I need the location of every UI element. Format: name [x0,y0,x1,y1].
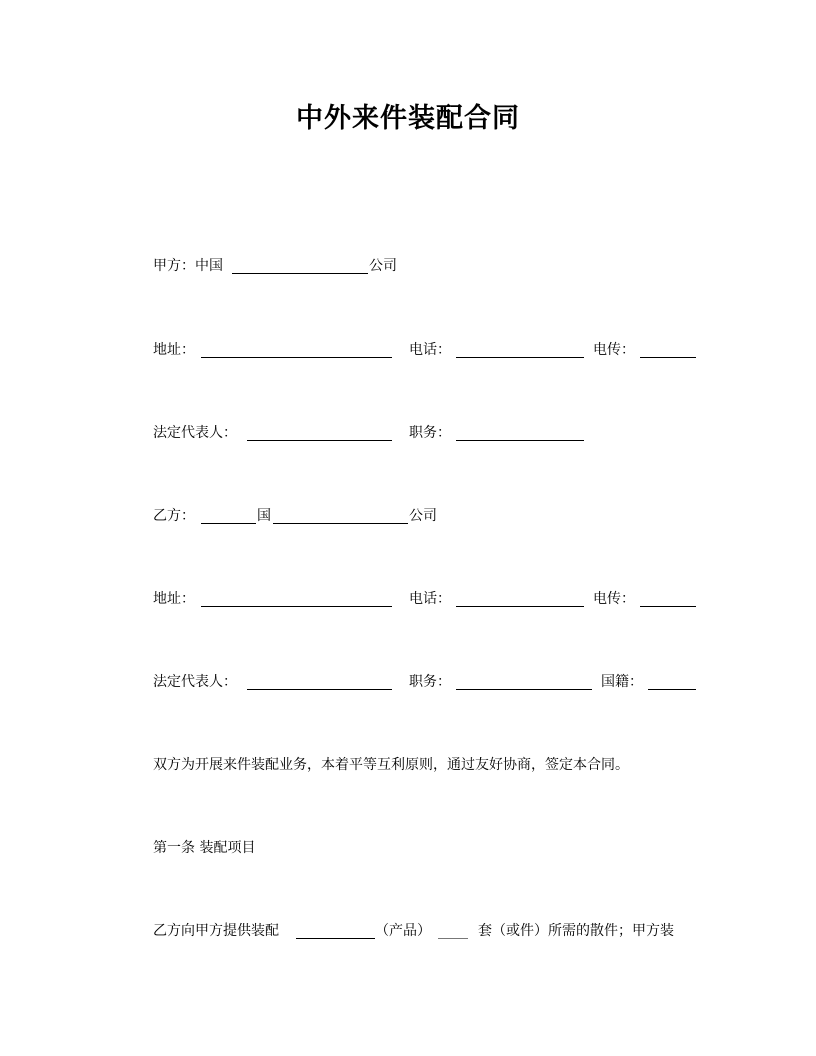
party-b-rep-label: 法定代表人： [153,674,237,690]
party-b-nationality-label: 国籍： [601,674,643,690]
party-b-country: 国 [257,508,271,524]
article-1-text-line [153,921,698,941]
party-a-label: 甲方：中国 [153,258,223,274]
article-1-text-part-3: 套（或件）所需的散件；甲方装 [478,923,674,939]
party-a-phone-blank [456,357,584,358]
party-b-position-label: 职务： [409,674,451,690]
party-a-address-label: 地址： [153,342,195,358]
party-b-fax-label: 电传： [593,591,635,607]
party-a-address-line [153,340,698,360]
party-a-rep-line [153,423,698,443]
party-b-fax-blank [640,606,696,607]
party-a-rep-blank [247,440,392,441]
party-b-company-blank [273,523,408,524]
party-b-phone-label: 电话： [409,591,451,607]
party-b-address-line [153,589,698,609]
party-a-fax-blank [640,357,696,358]
quantity-blank [438,938,468,939]
party-b-line [153,506,698,526]
preamble: 双方为开展来件装配业务，本着平等互利原则，通过友好协商，签定本合同。 [153,757,629,773]
party-b-phone-blank [456,606,584,607]
party-b-rep-line [153,672,698,692]
party-a-suffix: 公司 [369,258,397,274]
party-b-country-blank [201,523,256,524]
party-a-rep-label: 法定代表人： [153,425,237,441]
article-1-text-part-2: （产品） [375,923,431,939]
article-1-text-part-1: 乙方向甲方提供装配 [153,923,279,939]
product-name-blank [296,938,375,939]
party-b-nationality-blank [648,689,696,690]
party-a-address-blank [201,357,392,358]
party-a-phone-label: 电话： [409,342,451,358]
party-a-fax-label: 电传： [593,342,635,358]
party-b-position-blank [456,689,592,690]
party-b-address-label: 地址： [153,591,195,607]
party-b-label: 乙方： [153,508,195,524]
party-a-position-label: 职务： [409,425,451,441]
party-a-position-blank [456,440,584,441]
party-b-rep-blank [247,689,392,690]
party-a-line [153,256,713,276]
article-1-heading: 第一条 装配项目 [153,840,256,856]
party-b-address-blank [201,606,392,607]
party-a-company-blank [232,273,368,274]
document-title: 中外来件装配合同 [296,103,520,134]
party-b-suffix: 公司 [409,508,437,524]
